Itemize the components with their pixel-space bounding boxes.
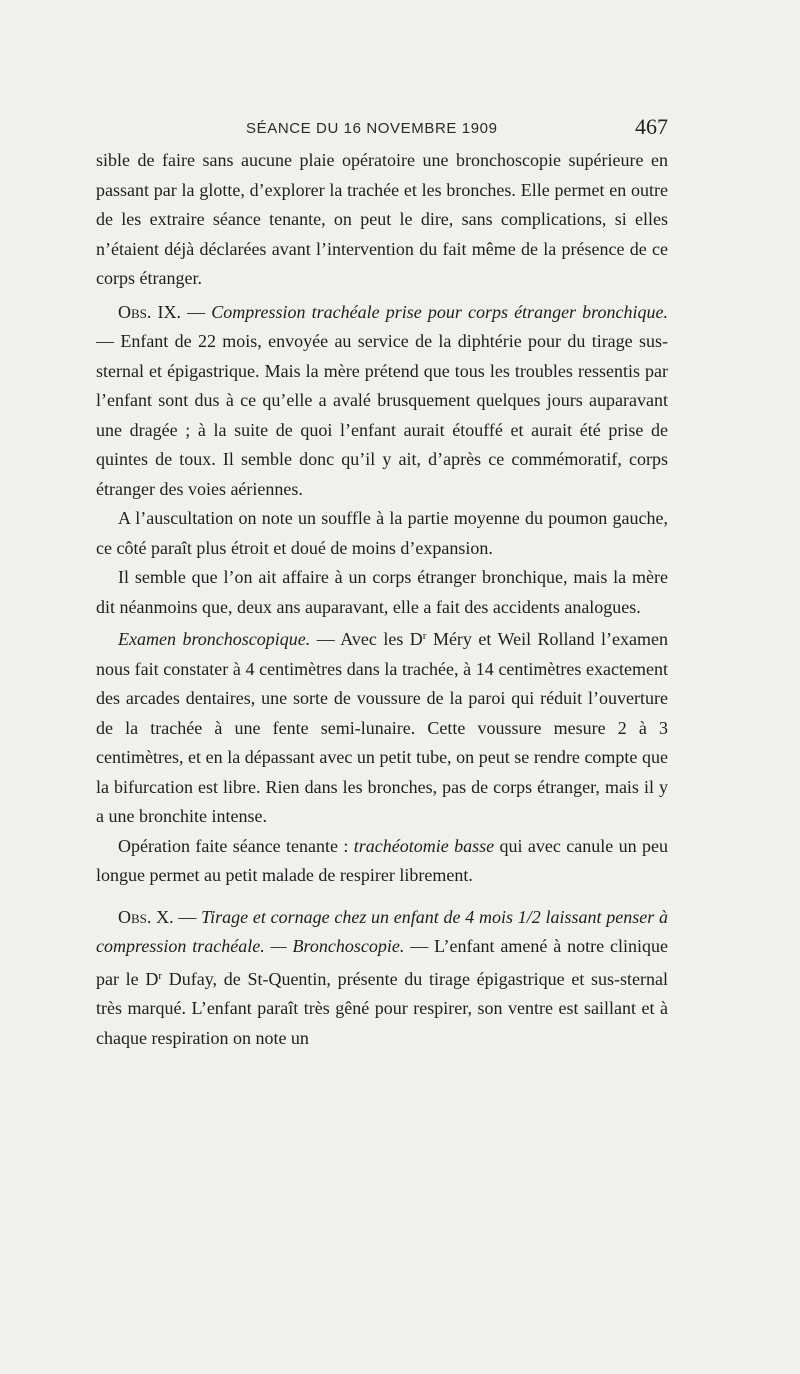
paragraph-examen [96, 622, 668, 832]
obs-ix-title: Compression trachéale prise pour corps étranger bronchique. [211, 301, 668, 322]
obs-x-dash: — [173, 906, 202, 927]
spacer [96, 891, 668, 903]
obs-ix-label: Obs. IX. [118, 301, 181, 322]
paragraph-auscultation: A l’auscultation on note un souffle à la partie moyenne du poumon gauche, ce côté paraît plus étroit et doué de moins d’expansion. [96, 508, 668, 558]
operation-text-1: Opération faite séance tenante : [118, 835, 354, 856]
operation-title: trachéotomie basse [353, 835, 495, 856]
operation-text-2: qui avec canule un peu longue permet au petit malade de respirer librement. [96, 835, 668, 885]
examen-title: Examen bronchoscopique. [118, 629, 311, 649]
examen-text-1: — Avec les D [310, 629, 423, 649]
observation-ix [96, 298, 668, 505]
running-head: SÉANCE DU 16 NOVEMBRE 1909 [246, 120, 498, 137]
paragraph-hypothesis: Il semble que l’on ait affaire à un corps étranger bronchique, mais la mère dit néanmoins que, deux ans auparavant, elle a fait des accidents analogues. [96, 567, 668, 617]
examen-superscript: r [422, 630, 427, 642]
obs-x-superscript: r [158, 969, 163, 982]
paragraph-bronchoscopy-conclusion: sible de faire sans aucune plaie opératoire une bronchoscopie supérieure en passant par la glotte, d’explorer la trachée et les bronches. Elle permet en outre de les extraire séance tenante, on peut le dire, sans complications, si elles n’étaient déjà déclarées avant l’intervention du fait même de la présence de ce corps étranger. [96, 150, 668, 288]
body-text [96, 146, 668, 1053]
observation-x [96, 903, 668, 1054]
obs-ix-text: — Enfant de 22 mois, envoyée au service de la diphtérie pour du tirage sus-sternal et épigastrique. Mais la mère prétend que tous les troubles ressentis par l’enfant sont dus à ce qu’elle a avalé brusquement quelques jours auparavant une dragée ; à la suite de quoi l’enfant aurait étouffé et aurait été prise de quintes de toux. Il semble donc qu’il y ait, d’après ce commémoratif, corps étranger des voies aériennes. [96, 331, 668, 499]
obs-x-text-1: — L’enfant amené à notre clinique par le D [96, 936, 668, 989]
page-number: 467 [635, 114, 668, 139]
obs-x-text-2: Dufay, de St-Quentin, présente du tirage épigastrique et sus-sternal très marqué. L’enfant paraît très gêné pour respirer, son ventre est saillant et à chaque respiration on note un [96, 968, 668, 1048]
obs-x-title: Tirage et cornage chez un enfant de 4 mois 1/2 laissant penser à compression trachéale. — Bronchoscopie. [96, 906, 668, 956]
page-header [96, 116, 668, 146]
examen-text-2: Méry et Weil Rolland l’examen nous fait constater à 4 centimètres dans la trachée, à 14 centimètres exactement des arcades dentaires, une sorte de voussure de la paroi qui réduit l’ouverture de la trachée à une fente semi-lunaire. Cette voussure mesure 2 à 3 centimètres, et en la dépassant avec un petit tube, on peut se rendre compte que la bifurcation est libre. Rien dans les bronches, pas de corps étranger, mais il y a une bronchite intense. [96, 629, 668, 826]
obs-ix-dash: — [181, 301, 212, 322]
paragraph-operation [96, 832, 668, 891]
obs-x-label: Obs. X. [118, 906, 174, 927]
